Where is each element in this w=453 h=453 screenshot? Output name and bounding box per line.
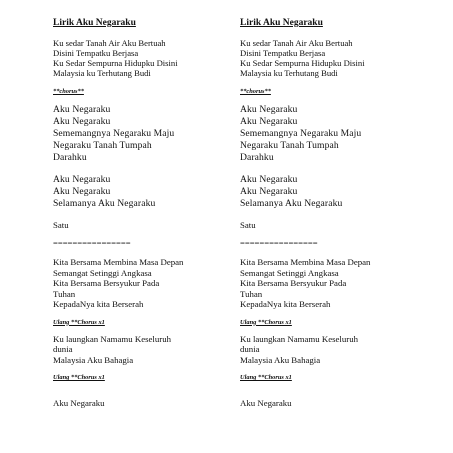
lyric-line: Selamanya Aku Negaraku bbox=[53, 198, 156, 209]
lyrics-column-right bbox=[240, 18, 430, 409]
verse-1 bbox=[240, 38, 430, 78]
ending-line: Aku Negaraku bbox=[240, 398, 292, 408]
lyric-line: Sememangnya Negaraku Maju bbox=[240, 128, 362, 139]
chorus-part-1 bbox=[240, 104, 430, 164]
lyrics-title: Lirik Aku Negaraku bbox=[53, 18, 136, 28]
ending-line: Aku Negaraku bbox=[53, 398, 105, 408]
verse-3 bbox=[53, 334, 243, 366]
lyric-line: Semangat Setinggi Angkasa bbox=[240, 267, 339, 278]
lyric-line: Tuhan bbox=[240, 288, 263, 299]
lyric-line: Negaraku Tanah Tumpah bbox=[53, 140, 152, 151]
lyric-line: Darahku bbox=[53, 152, 87, 163]
chorus-marker: **chorus** bbox=[240, 88, 271, 95]
lyric-line: Darahku bbox=[240, 152, 274, 163]
lyric-line: Kita Bersama Membina Masa Depan bbox=[53, 257, 184, 267]
lyric-line: Kita Bersama Bersyukur Pada bbox=[240, 278, 347, 288]
satu-label: Satu bbox=[240, 220, 256, 230]
lyric-line: Aku Negaraku bbox=[53, 186, 111, 197]
lyric-line: Sememangnya Negaraku Maju bbox=[53, 128, 175, 139]
verse-1 bbox=[53, 38, 243, 78]
satu-label: Satu bbox=[53, 220, 69, 230]
lyric-line: Negaraku Tanah Tumpah bbox=[240, 140, 339, 151]
divider-line: ================ bbox=[240, 238, 318, 248]
ulang-chorus-marker: Ulang **Chorus x1 bbox=[53, 374, 105, 381]
lyric-line: Ku sedar Tanah Air Aku Bertuah bbox=[240, 38, 353, 48]
lyrics-title: Lirik Aku Negaraku bbox=[240, 18, 323, 28]
verse-2 bbox=[240, 257, 430, 310]
verse-3 bbox=[240, 334, 430, 366]
lyric-line: Tuhan bbox=[53, 288, 76, 299]
lyric-line: Ku laungkan Namamu Keseluruh bbox=[240, 333, 358, 344]
chorus-marker: **chorus** bbox=[53, 88, 84, 95]
lyric-line: Aku Negaraku bbox=[240, 104, 298, 115]
lyric-line: Disini Tempatku Berjasa bbox=[240, 48, 326, 58]
lyric-line: Aku Negaraku bbox=[53, 174, 111, 185]
lyric-line: Aku Negaraku bbox=[53, 104, 111, 115]
lyric-line: Kita Bersama Bersyukur Pada bbox=[53, 278, 160, 288]
lyric-line: Aku Negaraku bbox=[240, 116, 298, 127]
lyric-line: Aku Negaraku bbox=[240, 174, 298, 185]
lyric-line: Ku Sedar Sempurna Hidupku Disini bbox=[240, 58, 365, 68]
ulang-chorus-marker: Ulang **Chorus x1 bbox=[240, 318, 292, 326]
lyrics-column-left bbox=[53, 18, 243, 409]
lyric-line: Ku Sedar Sempurna Hidupku Disini bbox=[53, 58, 178, 68]
lyric-line: dunia bbox=[53, 344, 73, 354]
lyric-line: Kita Bersama Membina Masa Depan bbox=[240, 257, 371, 267]
divider-line: ================ bbox=[53, 238, 131, 248]
lyric-line: Aku Negaraku bbox=[240, 186, 298, 197]
lyric-line: Selamanya Aku Negaraku bbox=[240, 198, 343, 209]
lyric-line: Ku sedar Tanah Air Aku Bertuah bbox=[53, 38, 166, 48]
lyric-line: KepadaNya kita Berserah bbox=[53, 299, 144, 309]
lyric-line: Malaysia ku Terhutang Budi bbox=[240, 68, 338, 78]
ulang-chorus-marker: Ulang **Chorus x1 bbox=[53, 318, 105, 326]
lyric-line: Malaysia Aku Bahagia bbox=[240, 354, 321, 365]
lyric-line: Disini Tempatku Berjasa bbox=[53, 48, 139, 58]
ulang-chorus-marker: Ulang **Chorus x1 bbox=[240, 374, 292, 381]
lyric-line: Aku Negaraku bbox=[53, 116, 111, 127]
chorus-part-2 bbox=[240, 174, 430, 210]
chorus-part-2 bbox=[53, 174, 243, 210]
lyric-line: Ku laungkan Namamu Keseluruh bbox=[53, 333, 171, 344]
lyric-line: Malaysia Aku Bahagia bbox=[53, 354, 134, 365]
lyric-line: Semangat Setinggi Angkasa bbox=[53, 267, 152, 278]
chorus-part-1 bbox=[53, 104, 243, 164]
lyric-line: dunia bbox=[240, 344, 260, 354]
lyric-line: Malaysia ku Terhutang Budi bbox=[53, 68, 151, 78]
verse-2 bbox=[53, 257, 243, 310]
lyric-line: KepadaNya kita Berserah bbox=[240, 299, 331, 309]
